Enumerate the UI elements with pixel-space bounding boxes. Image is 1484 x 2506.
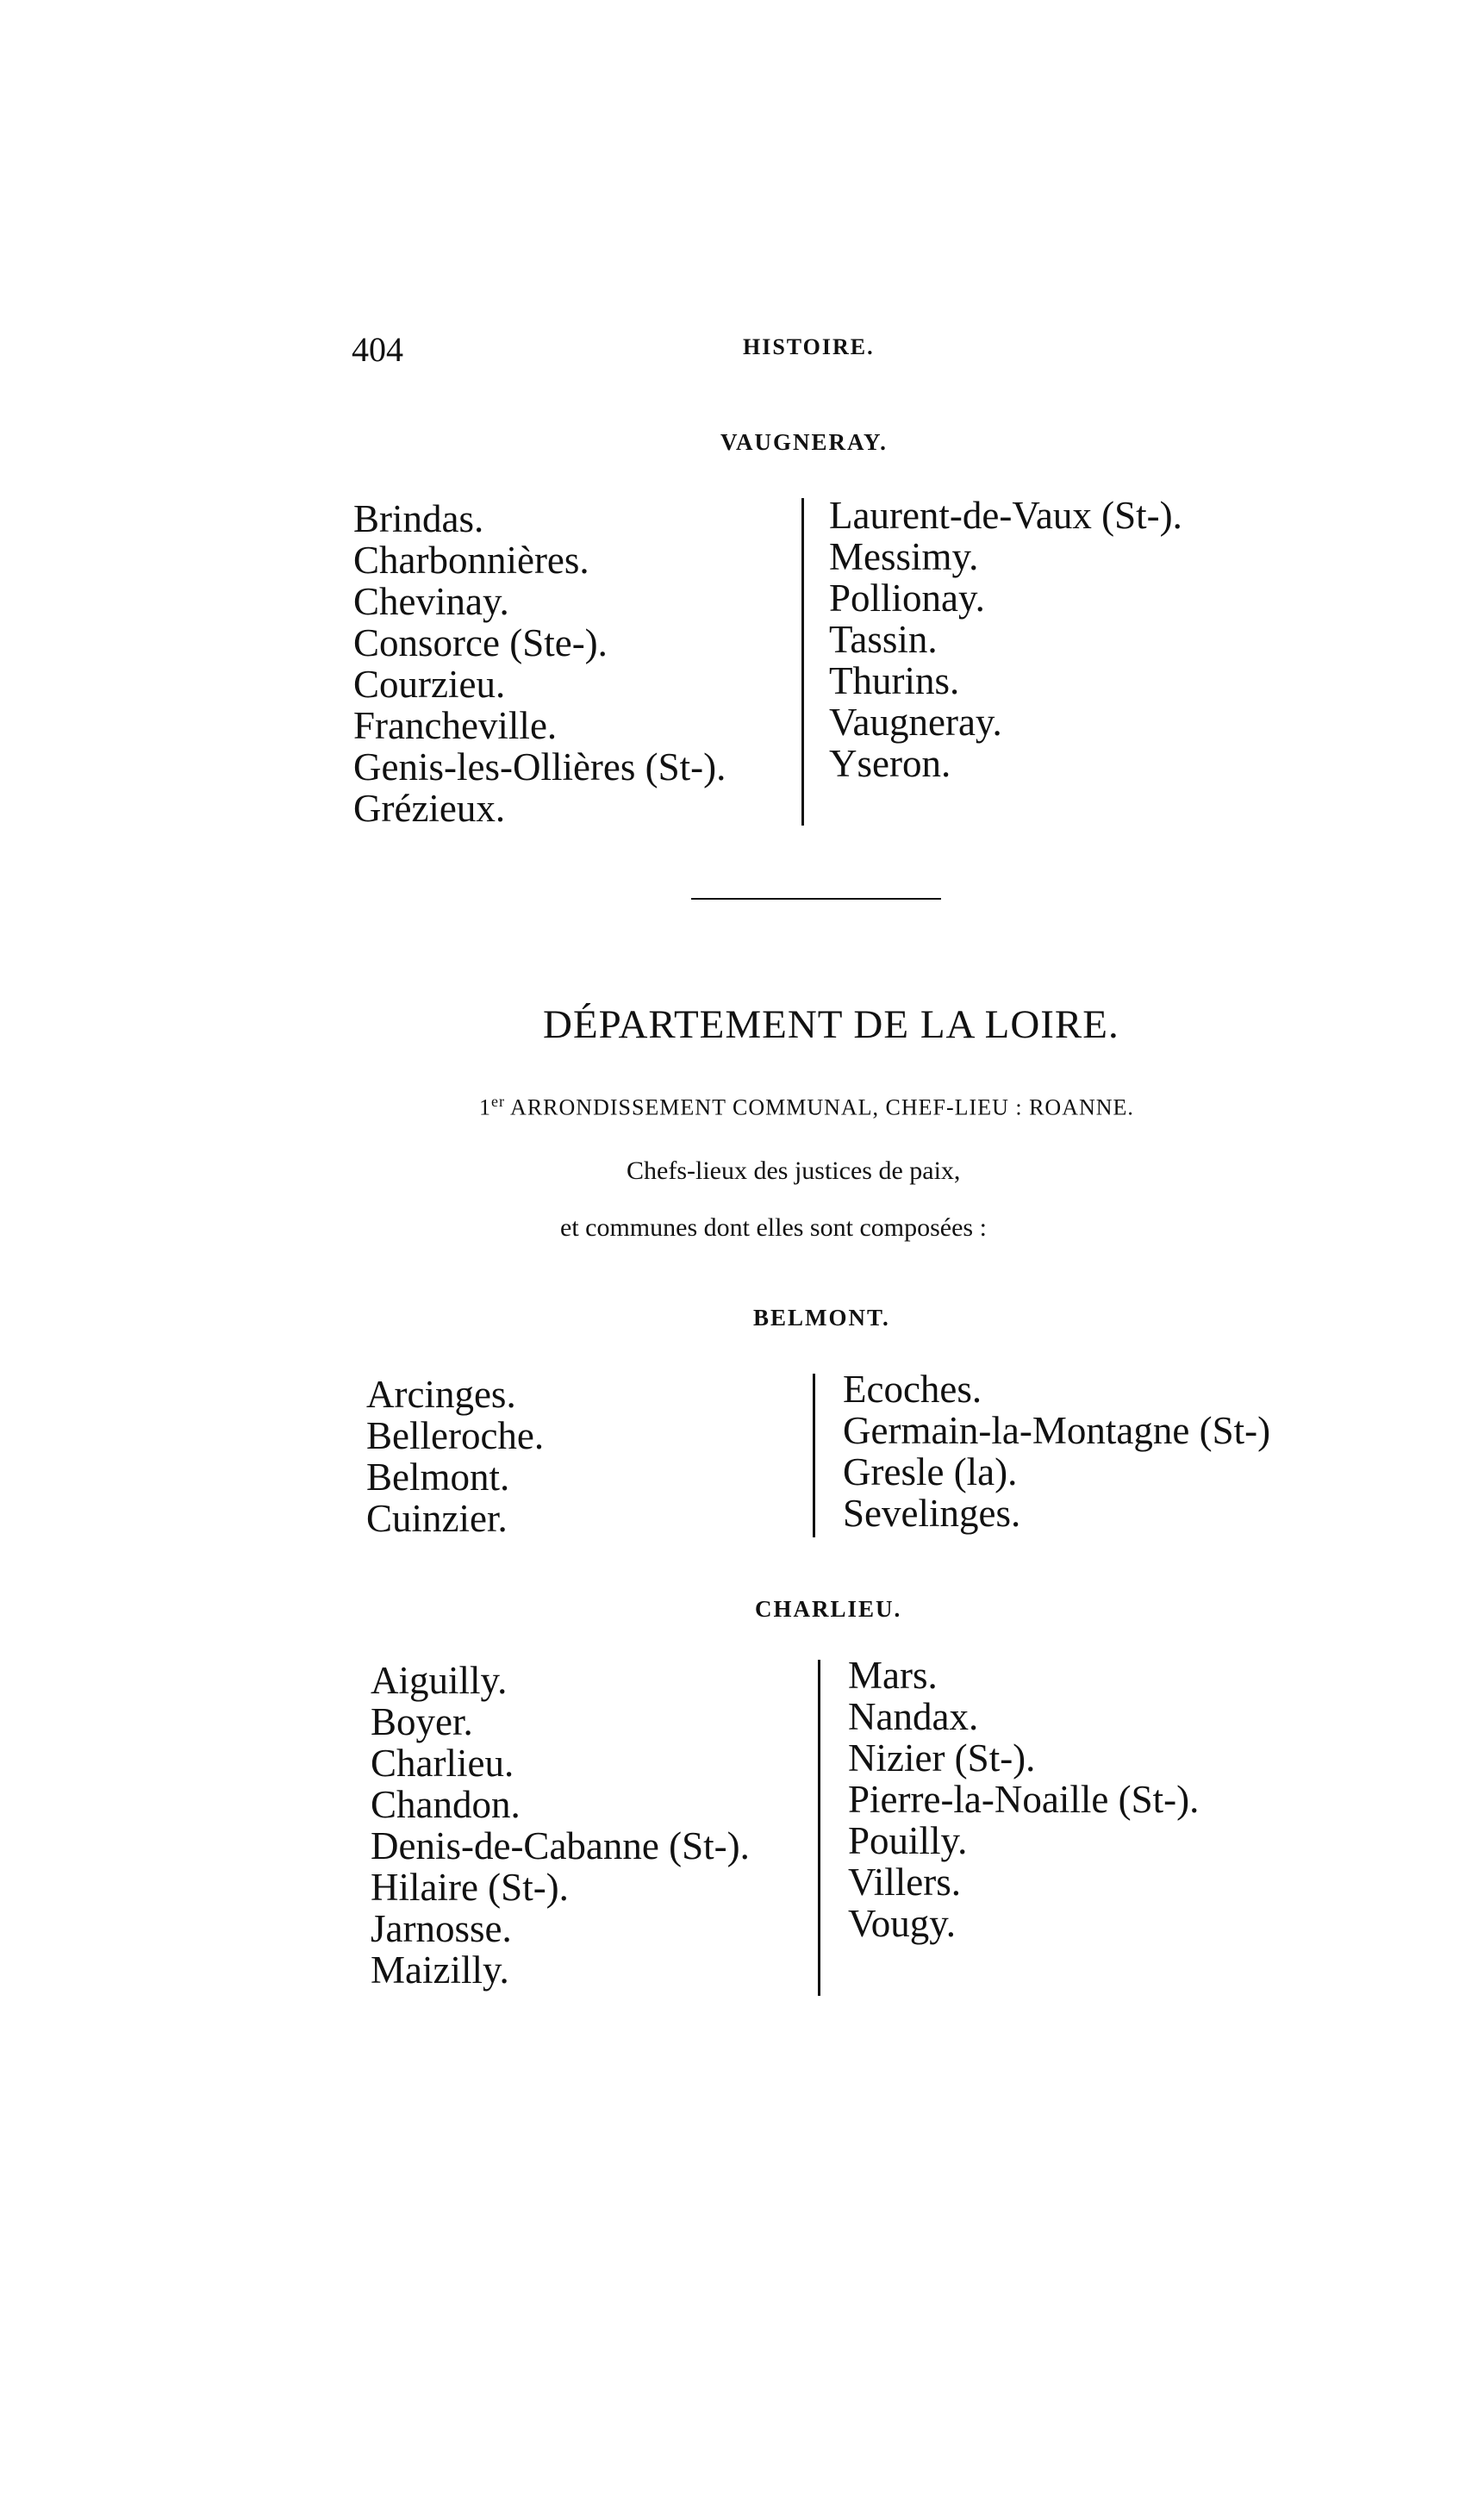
arrondissement-text: ARRONDISSEMENT COMMUNAL, CHEF-LIEU : ROANNE. [504, 1094, 1134, 1120]
page-number: 404 [352, 330, 403, 369]
commune-name: Boyer. [371, 1700, 473, 1743]
commune-name: Laurent-de-Vaux (St-). [829, 494, 1182, 537]
commune-list-right [829, 495, 1182, 784]
commune-name: Thurins. [829, 659, 960, 702]
commune-name: Belleroche. [366, 1414, 545, 1457]
commune-name: Cuinzier. [366, 1497, 508, 1540]
commune-name: Grézieux. [353, 787, 506, 830]
section-divider-rule [691, 898, 941, 900]
commune-name: Mars. [848, 1654, 938, 1697]
commune-name: Denis-de-Cabanne (St-). [371, 1824, 750, 1867]
department-title: DÉPARTEMENT DE LA LOIRE. [543, 1002, 1119, 1047]
commune-name: Pouilly. [848, 1819, 968, 1862]
column-divider [813, 1374, 815, 1537]
commune-name: Belmont. [366, 1456, 510, 1499]
commune-name: Yseron. [829, 742, 951, 785]
commune-name: Pierre-la-Noaille (St-). [848, 1778, 1200, 1821]
commune-name: Tassin. [829, 618, 938, 661]
commune-list-left [353, 498, 726, 829]
commune-list-right [843, 1368, 1270, 1534]
commune-name: Charbonnières. [353, 539, 589, 582]
arrondissement-number: 1 [479, 1094, 491, 1120]
commune-name: Ecoches. [843, 1368, 982, 1411]
commune-name: Genis-les-Ollières (St-). [353, 745, 726, 789]
arrondissement-ordinal: er [491, 1093, 505, 1110]
commune-name: Hilaire (St-). [371, 1866, 569, 1909]
commune-name: Courzieu. [353, 663, 506, 706]
commune-name: Consorce (Ste-). [353, 621, 608, 664]
commune-name: Sevelinges. [843, 1492, 1021, 1535]
commune-name: Nandax. [848, 1695, 979, 1738]
commune-name: Vaugneray. [829, 701, 1002, 744]
commune-name: Chevinay. [353, 580, 509, 623]
commune-list-right [848, 1655, 1199, 1944]
commune-name: Arcinges. [366, 1373, 516, 1416]
commune-name: Charlieu. [371, 1742, 514, 1785]
section-heading-vaugneray: VAUGNERAY. [720, 429, 888, 455]
commune-name: Maizilly. [371, 1948, 509, 1992]
running-head: HISTOIRE. [743, 334, 875, 359]
caption-line-1: Chefs-lieux des justices de paix, [627, 1156, 961, 1185]
commune-name: Germain-la-Montagne (St-) [843, 1409, 1271, 1452]
commune-name: Vougy. [848, 1902, 957, 1945]
commune-list-left [371, 1660, 750, 1991]
commune-list-left [366, 1374, 544, 1539]
commune-name: Chandon. [371, 1783, 521, 1826]
section-heading-belmont: BELMONT. [753, 1305, 890, 1331]
column-divider [801, 498, 804, 826]
commune-name: Nizier (St-). [848, 1736, 1036, 1780]
commune-name: Pollionay. [829, 577, 985, 620]
caption-line-2: et communes dont elles sont composées : [560, 1213, 987, 1242]
commune-name: Messimy. [829, 535, 979, 578]
commune-name: Francheville. [353, 704, 558, 747]
commune-name: Aiguilly. [371, 1659, 508, 1702]
commune-name: Jarnosse. [371, 1907, 512, 1950]
commune-name: Villers. [848, 1861, 962, 1904]
commune-name: Brindas. [353, 497, 484, 540]
arrondissement-line [479, 1093, 1134, 1121]
column-divider [818, 1660, 820, 1996]
section-heading-charlieu: CHARLIEU. [755, 1596, 902, 1622]
commune-name: Gresle (la). [843, 1450, 1018, 1493]
